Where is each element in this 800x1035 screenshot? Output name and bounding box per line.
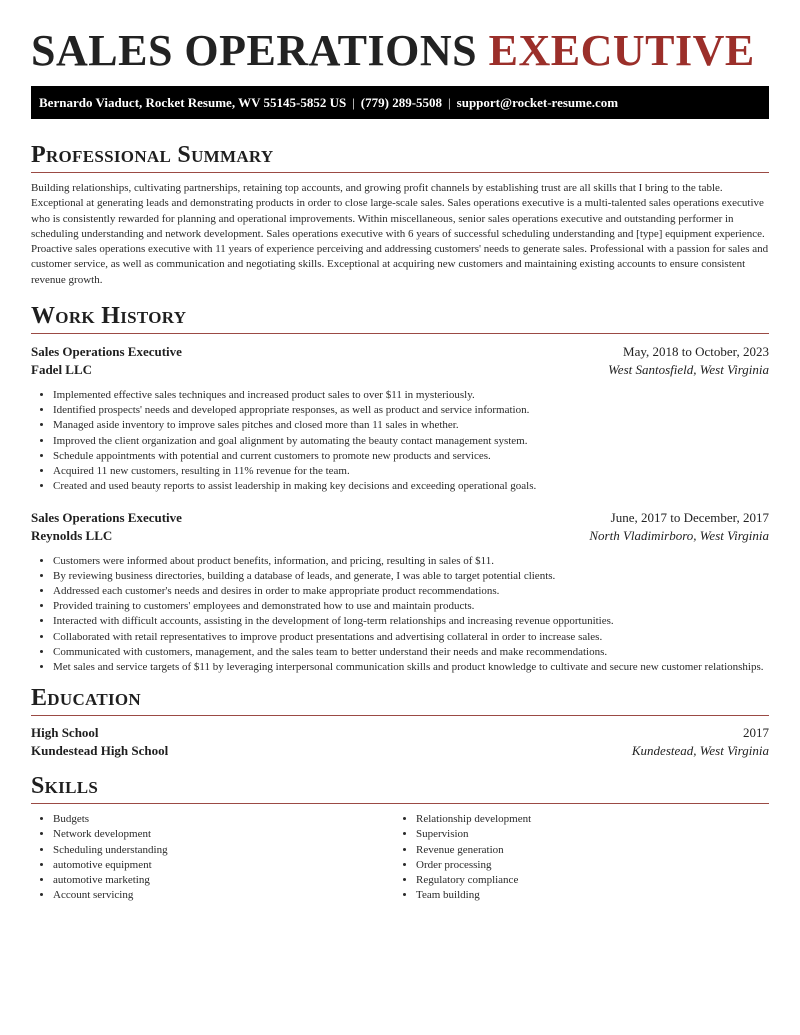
skills-list — [394, 812, 757, 903]
education-heading: Education — [31, 685, 142, 712]
job-header-row — [31, 509, 769, 527]
skill-item: • Team building — [416, 888, 757, 903]
job-bullet: • Identified prospects' needs and developed appropriate responses, as well as product and service information. — [53, 403, 769, 418]
education-school-row — [31, 742, 769, 760]
skill-item: • Relationship development — [416, 812, 757, 827]
job-bullet: • By reviewing business directories, building a database of leads, and generate, I was able to target potential clients. — [53, 569, 769, 584]
job-bullet: • Met sales and service targets of $11 by leveraging interpersonal communication skills and product knowledge to cultivate and secure new customer relationships. — [53, 660, 769, 675]
skills-grid — [31, 812, 769, 903]
job-bullet: • Provided training to customers' employees and demonstrated how to use and maintain products. — [53, 599, 769, 614]
job-bullet: • Created and used beauty reports to assist leadership in making key decisions and exceeding operational goals. — [53, 479, 769, 494]
skills-list — [31, 812, 394, 903]
section-divider — [31, 715, 769, 716]
skill-item: • Account servicing — [53, 888, 394, 903]
skill-item: • Order processing — [416, 858, 757, 873]
resume-name-heading — [31, 0, 769, 75]
skill-item: • Network development — [53, 827, 394, 842]
education-school: Kundestead High School — [31, 743, 169, 759]
job-title: Sales Operations Executive — [31, 344, 182, 360]
contact-separator: | — [448, 95, 451, 110]
education-section — [31, 684, 769, 760]
job-dates: May, 2018 to October, 2023 — [623, 344, 769, 360]
job-company-row — [31, 527, 769, 545]
name-primary: SALES OPERATIONS — [31, 26, 478, 75]
job-bullet: • Managed aside inventory to improve sales pitches and closed more than 11 sales in whether. — [53, 418, 769, 433]
contact-email: support@rocket-resume.com — [456, 95, 619, 110]
job-company: Fadel LLC — [31, 362, 93, 378]
skills-heading: Skills — [31, 773, 99, 800]
section-divider — [31, 803, 769, 804]
education-entry — [31, 724, 769, 760]
job-bullet: • Communicated with customers, management, and the sales team to better understand their needs and make recommendations. — [53, 645, 769, 660]
job-entry — [31, 343, 769, 494]
job-bullet-list — [31, 388, 769, 494]
skill-item: • Budgets — [53, 812, 394, 827]
contact-phone: (779) 289-5508 — [360, 95, 443, 110]
job-title: Sales Operations Executive — [31, 509, 182, 525]
job-bullet: • Schedule appointments with potential and current customers to promote new products and services. — [53, 449, 769, 464]
job-location: North Vladimirboro, West Virginia — [589, 527, 769, 543]
job-bullet: • Acquired 11 new customers, resulting in 11% revenue for the team. — [53, 464, 769, 479]
contact-bar — [31, 86, 769, 119]
summary-section — [31, 141, 769, 288]
skill-item: • Supervision — [416, 827, 757, 842]
skills-column-right — [394, 812, 757, 903]
skill-item: • Scheduling understanding — [53, 843, 394, 858]
education-location: Kundestead, West Virginia — [631, 743, 769, 759]
summary-heading: Professional Summary — [31, 142, 274, 168]
job-dates: June, 2017 to December, 2017 — [610, 509, 769, 525]
job-company: Reynolds LLC — [31, 527, 113, 543]
skill-item: • automotive equipment — [53, 858, 394, 873]
education-year: 2017 — [743, 725, 769, 741]
job-bullet: • Addressed each customer's needs and desires in order to make appropriate product recommendations. — [53, 584, 769, 599]
name-accent: EXECUTIVE — [488, 26, 755, 75]
skills-column-left — [31, 812, 394, 903]
work-history-section — [31, 302, 769, 675]
skills-section — [31, 772, 769, 903]
job-bullet-list — [31, 554, 769, 676]
job-bullet: • Implemented effective sales techniques and increased product sales to over $11 in mysteriously. — [53, 388, 769, 403]
contact-separator: | — [352, 95, 355, 110]
section-divider — [31, 172, 769, 173]
job-bullet: • Collaborated with retail representatives to improve product presentations and advertising collateral in order to increase sales. — [53, 630, 769, 645]
job-bullet: • Interacted with difficult accounts, assisting in the development of long-term relationships and increasing revenue opportunities. — [53, 614, 769, 629]
resume-page — [31, 0, 769, 903]
education-degree: High School — [31, 725, 99, 741]
job-bullet: • Customers were informed about product benefits, information, and pricing, resulting in sales of $11. — [53, 554, 769, 569]
job-bullet: • Improved the client organization and goal alignment by automating the beauty contact management system. — [53, 434, 769, 449]
work-history-heading: Work History — [31, 303, 187, 330]
job-header-row — [31, 343, 769, 361]
summary-text: Building relationships, cultivating partnerships, retaining top accounts, and growing profit channels by establishing trust are all skills that I bring to the table. Exceptional at generating leads and demonstrating products in order to close large-scale sales. Sales operations executive is a multi-talented sales operations executive who is consistently rewarded for planning and operational improvements. Within miscellaneous, senior sales operations executive and outstanding performer in scheduling understanding and network development. Sales operations executive with 6 years of successful scheduling understanding and [type] equipment experience. Proactive sales operations executive with 11 years of experience perceiving and addressing customers' needs to generate sales. Professional with a passion for sales and customer service, as well as communication and negotiating skills. Exceptional at acquiring new customers and maintaining existing accounts to ensure consistent revenue growth. — [31, 182, 769, 286]
contact-address: Bernardo Viaduct, Rocket Resume, WV 55145-5852 US — [39, 95, 347, 110]
education-header-row — [31, 724, 769, 742]
skill-item: • Regulatory compliance — [416, 873, 757, 888]
job-company-row — [31, 361, 769, 379]
skill-item: • Revenue generation — [416, 843, 757, 858]
skill-item: • automotive marketing — [53, 873, 394, 888]
job-entry — [31, 509, 769, 676]
job-location: West Santosfield, West Virginia — [608, 362, 769, 378]
section-divider — [31, 333, 769, 334]
